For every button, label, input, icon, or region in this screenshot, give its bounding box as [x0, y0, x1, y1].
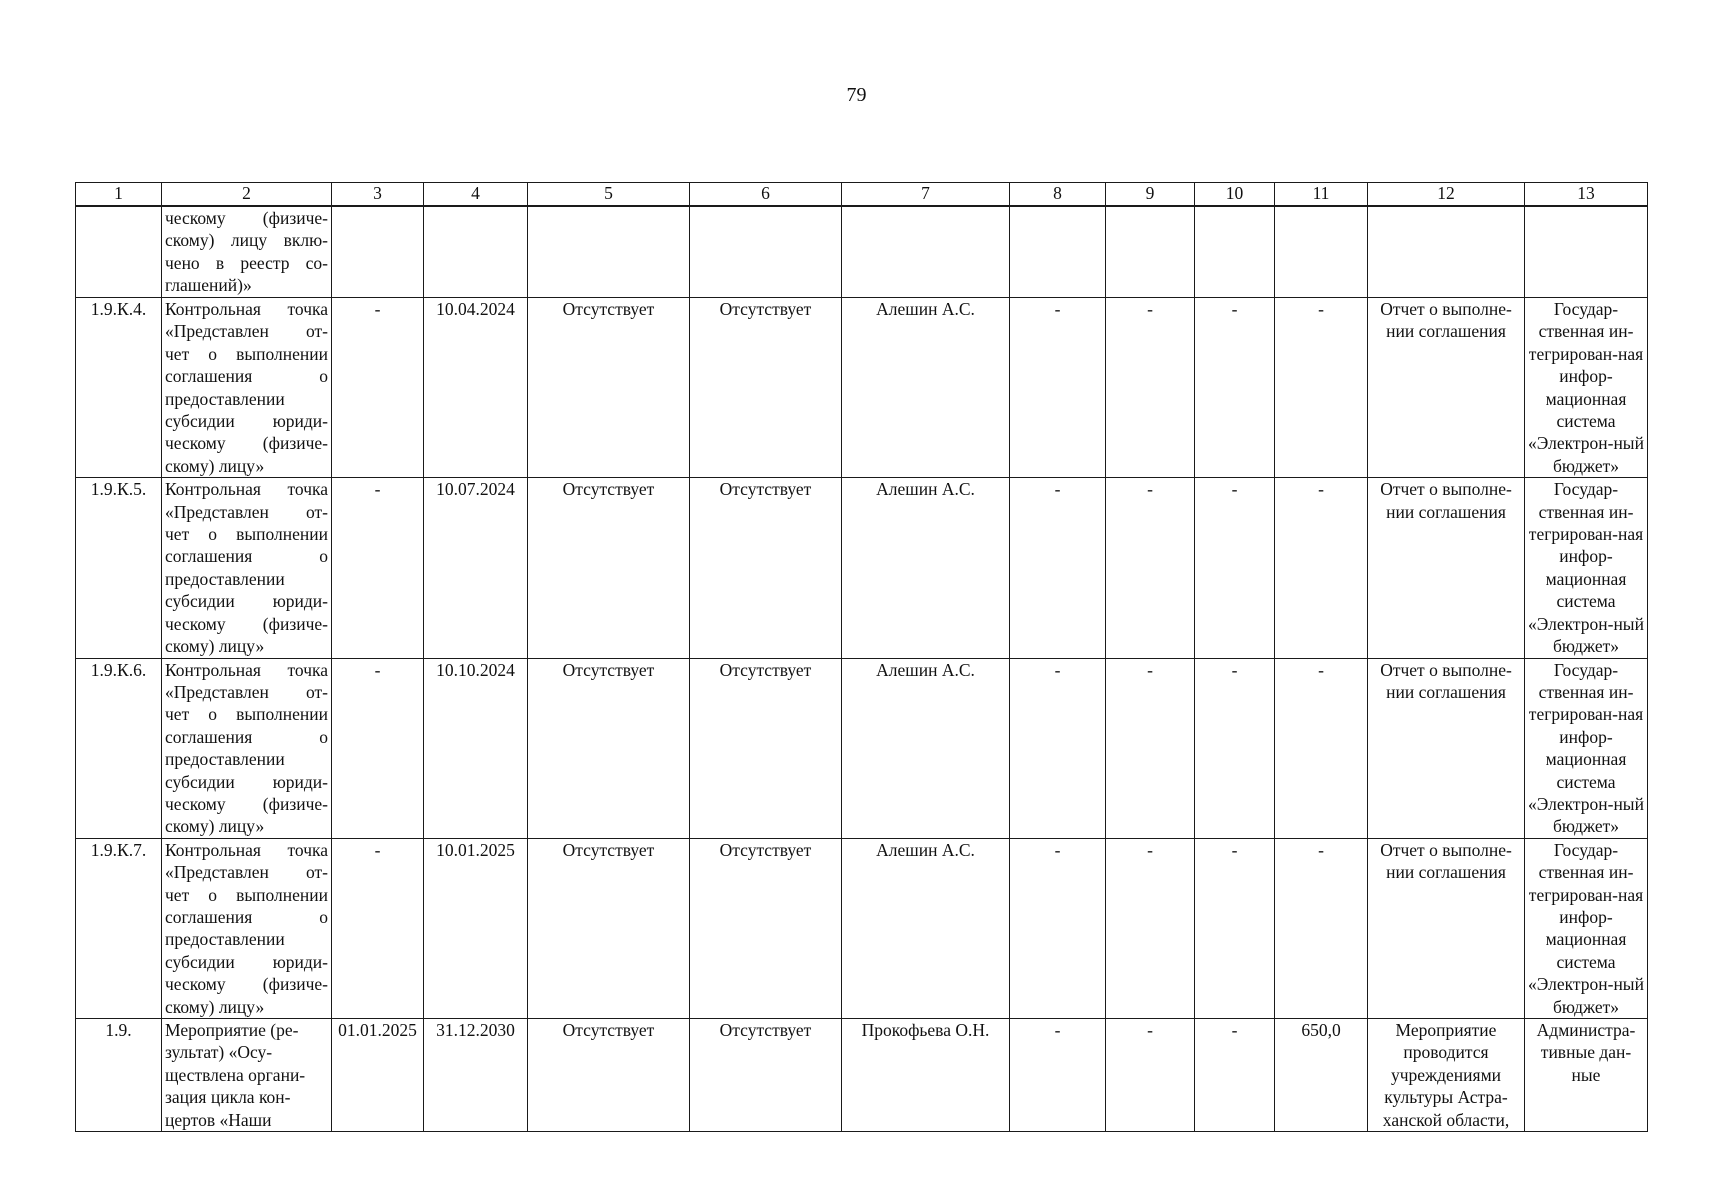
header-col-8: 8	[1010, 183, 1106, 207]
cell-col12: Отчет о выполне-нии соглашения	[1368, 478, 1525, 658]
name-line: чет о выполнении	[165, 343, 328, 364]
table-row	[76, 478, 1648, 658]
name-line: Контрольная точка	[165, 659, 328, 680]
name-line: соглашения о	[165, 366, 328, 387]
cell-col12: Отчет о выполне-нии соглашения	[1368, 838, 1525, 1018]
cell-col5: Отсутствует	[528, 658, 690, 838]
cell-col5: Отсутствует	[528, 298, 690, 478]
cell-num	[76, 206, 162, 298]
name-line: соглашения о	[165, 906, 328, 927]
name-line: «Представлен от-	[165, 681, 328, 702]
table-row	[76, 838, 1648, 1018]
cell-col11: -	[1275, 658, 1368, 838]
name-line: цертов «Наши	[165, 1109, 272, 1130]
cell-start: -	[332, 658, 424, 838]
cell-col11: -	[1275, 298, 1368, 478]
name-line: скому) лицу»	[165, 636, 265, 657]
cell-col12: Отчет о выполне-нии соглашения	[1368, 658, 1525, 838]
cell-col6: Отсутствует	[690, 1019, 842, 1132]
cell-col12: Мероприятие проводится учреждениями культуры Астра-ханской области,	[1368, 1019, 1525, 1132]
cell-col9: -	[1106, 838, 1195, 1018]
cell-responsible: Прокофьева О.Н.	[842, 1019, 1010, 1132]
name-line: предоставлении	[165, 929, 285, 950]
cell-col5: Отсутствует	[528, 838, 690, 1018]
cell-col13	[1525, 206, 1648, 298]
name-line: чет о выполнении	[165, 524, 328, 545]
cell-col8: -	[1010, 658, 1106, 838]
cell-responsible	[842, 206, 1010, 298]
header-col-7: 7	[842, 183, 1010, 207]
name-line: «Представлен от-	[165, 862, 328, 883]
name-line: глашений)»	[165, 275, 252, 296]
cell-col13: Государ-ственная ин-тегрирован-ная инфор-мационная система «Электрон-ный бюджет»	[1525, 838, 1648, 1018]
continuation-row	[76, 206, 1648, 298]
cell-name	[162, 658, 332, 838]
name-line: «Представлен от-	[165, 321, 328, 342]
name-line: «Представлен от-	[165, 501, 328, 522]
cell-col11: -	[1275, 478, 1368, 658]
cell-col9: -	[1106, 658, 1195, 838]
name-line: зультат) «Осу-	[165, 1042, 273, 1063]
cell-num: 1.9.К.7.	[76, 838, 162, 1018]
cell-end: 10.10.2024	[424, 658, 528, 838]
name-line: ществлена органи-	[165, 1064, 306, 1085]
cell-col6: Отсутствует	[690, 478, 842, 658]
header-row	[76, 183, 1648, 207]
name-line: ческому (физиче-	[165, 433, 328, 454]
header-col-5: 5	[528, 183, 690, 207]
cell-col5	[528, 206, 690, 298]
cell-start: 01.01.2025	[332, 1019, 424, 1132]
cell-col10	[1195, 206, 1275, 298]
cell-responsible: Алешин А.С.	[842, 838, 1010, 1018]
cell-col10: -	[1195, 478, 1275, 658]
name-line: субсидии юриди-	[165, 411, 328, 432]
cell-col11	[1275, 206, 1368, 298]
name-line: Контрольная точка	[165, 839, 328, 860]
name-line: Мероприятие (ре-	[165, 1020, 299, 1040]
cell-start: -	[332, 838, 424, 1018]
cell-name	[162, 838, 332, 1018]
name-line: чено в реестр со-	[165, 252, 328, 273]
cell-col8: -	[1010, 478, 1106, 658]
name-line: ческому (физиче-	[165, 208, 328, 228]
cell-col10: -	[1195, 838, 1275, 1018]
cell-col6: Отсутствует	[690, 298, 842, 478]
cell-col8	[1010, 206, 1106, 298]
name-line: субсидии юриди-	[165, 771, 328, 792]
cell-col9	[1106, 206, 1195, 298]
plan-table	[75, 182, 1648, 1132]
header-col-12: 12	[1368, 183, 1525, 207]
cell-end: 10.04.2024	[424, 298, 528, 478]
name-line: предоставлении	[165, 749, 285, 770]
cell-col12	[1368, 206, 1525, 298]
name-line: предоставлении	[165, 568, 285, 589]
cell-col9: -	[1106, 1019, 1195, 1132]
table-row	[76, 298, 1648, 478]
cell-responsible: Алешин А.С.	[842, 478, 1010, 658]
cell-col13: Государ-ственная ин-тегрирован-ная инфор-мационная система «Электрон-ный бюджет»	[1525, 478, 1648, 658]
name-line: скому) лицу»	[165, 996, 265, 1017]
cell-name	[162, 206, 332, 298]
cell-end: 10.07.2024	[424, 478, 528, 658]
header-col-10: 10	[1195, 183, 1275, 207]
cell-start: -	[332, 478, 424, 658]
cell-end	[424, 206, 528, 298]
cell-name	[162, 478, 332, 658]
cell-end: 31.12.2030	[424, 1019, 528, 1132]
cell-name	[162, 298, 332, 478]
name-line: скому) лицу»	[165, 816, 265, 837]
header-col-13: 13	[1525, 183, 1648, 207]
cell-col8: -	[1010, 838, 1106, 1018]
cell-num: 1.9.К.4.	[76, 298, 162, 478]
name-line: скому) лицу»	[165, 455, 265, 476]
cell-num: 1.9.	[76, 1019, 162, 1132]
cell-col8: -	[1010, 1019, 1106, 1132]
name-line: Контрольная точка	[165, 479, 328, 500]
header-col-1: 1	[76, 183, 162, 207]
cell-col10: -	[1195, 658, 1275, 838]
cell-end: 10.01.2025	[424, 838, 528, 1018]
cell-col5: Отсутствует	[528, 1019, 690, 1132]
cell-col13: Администра-тивные дан-ные	[1525, 1019, 1648, 1132]
name-line: соглашения о	[165, 726, 328, 747]
cell-start: -	[332, 298, 424, 478]
cell-col12: Отчет о выполне-нии соглашения	[1368, 298, 1525, 478]
cell-col11: -	[1275, 838, 1368, 1018]
header-col-2: 2	[162, 183, 332, 207]
name-line: ческому (физиче-	[165, 793, 328, 814]
table-row	[76, 658, 1648, 838]
page-number: 79	[846, 84, 867, 106]
header-col-6: 6	[690, 183, 842, 207]
cell-col9: -	[1106, 478, 1195, 658]
name-line: соглашения о	[165, 546, 328, 567]
cell-col6	[690, 206, 842, 298]
cell-col11: 650,0	[1275, 1019, 1368, 1132]
cell-col10: -	[1195, 1019, 1275, 1132]
table-header	[76, 183, 1648, 207]
cell-col6: Отсутствует	[690, 838, 842, 1018]
cell-col8: -	[1010, 298, 1106, 478]
cell-col5: Отсутствует	[528, 478, 690, 658]
name-line: ческому (физиче-	[165, 974, 328, 995]
cell-col13: Государ-ственная ин-тегрирован-ная инфор-мационная система «Электрон-ный бюджет»	[1525, 658, 1648, 838]
name-line: ческому (физиче-	[165, 613, 328, 634]
cell-name	[162, 1019, 332, 1132]
name-line: скому) лицу вклю-	[165, 230, 328, 251]
header-col-9: 9	[1106, 183, 1195, 207]
name-line: предоставлении	[165, 388, 285, 409]
name-line: чет о выполнении	[165, 884, 328, 905]
cell-responsible: Алешин А.С.	[842, 658, 1010, 838]
cell-num: 1.9.К.6.	[76, 658, 162, 838]
name-line: субсидии юриди-	[165, 951, 328, 972]
cell-responsible: Алешин А.С.	[842, 298, 1010, 478]
header-col-3: 3	[332, 183, 424, 207]
cell-col9: -	[1106, 298, 1195, 478]
cell-start	[332, 206, 424, 298]
cell-col6: Отсутствует	[690, 658, 842, 838]
cell-col10: -	[1195, 298, 1275, 478]
cell-num: 1.9.К.5.	[76, 478, 162, 658]
name-line: чет о выполнении	[165, 704, 328, 725]
name-line: зация цикла кон-	[165, 1087, 291, 1108]
header-col-11: 11	[1275, 183, 1368, 207]
header-col-4: 4	[424, 183, 528, 207]
table-row	[76, 1019, 1648, 1132]
name-line: субсидии юриди-	[165, 591, 328, 612]
name-line: Контрольная точка	[165, 299, 328, 319]
cell-col13: Государ-ственная ин-тегрирован-ная инфор-мационная система «Электрон-ный бюджет»	[1525, 298, 1648, 478]
